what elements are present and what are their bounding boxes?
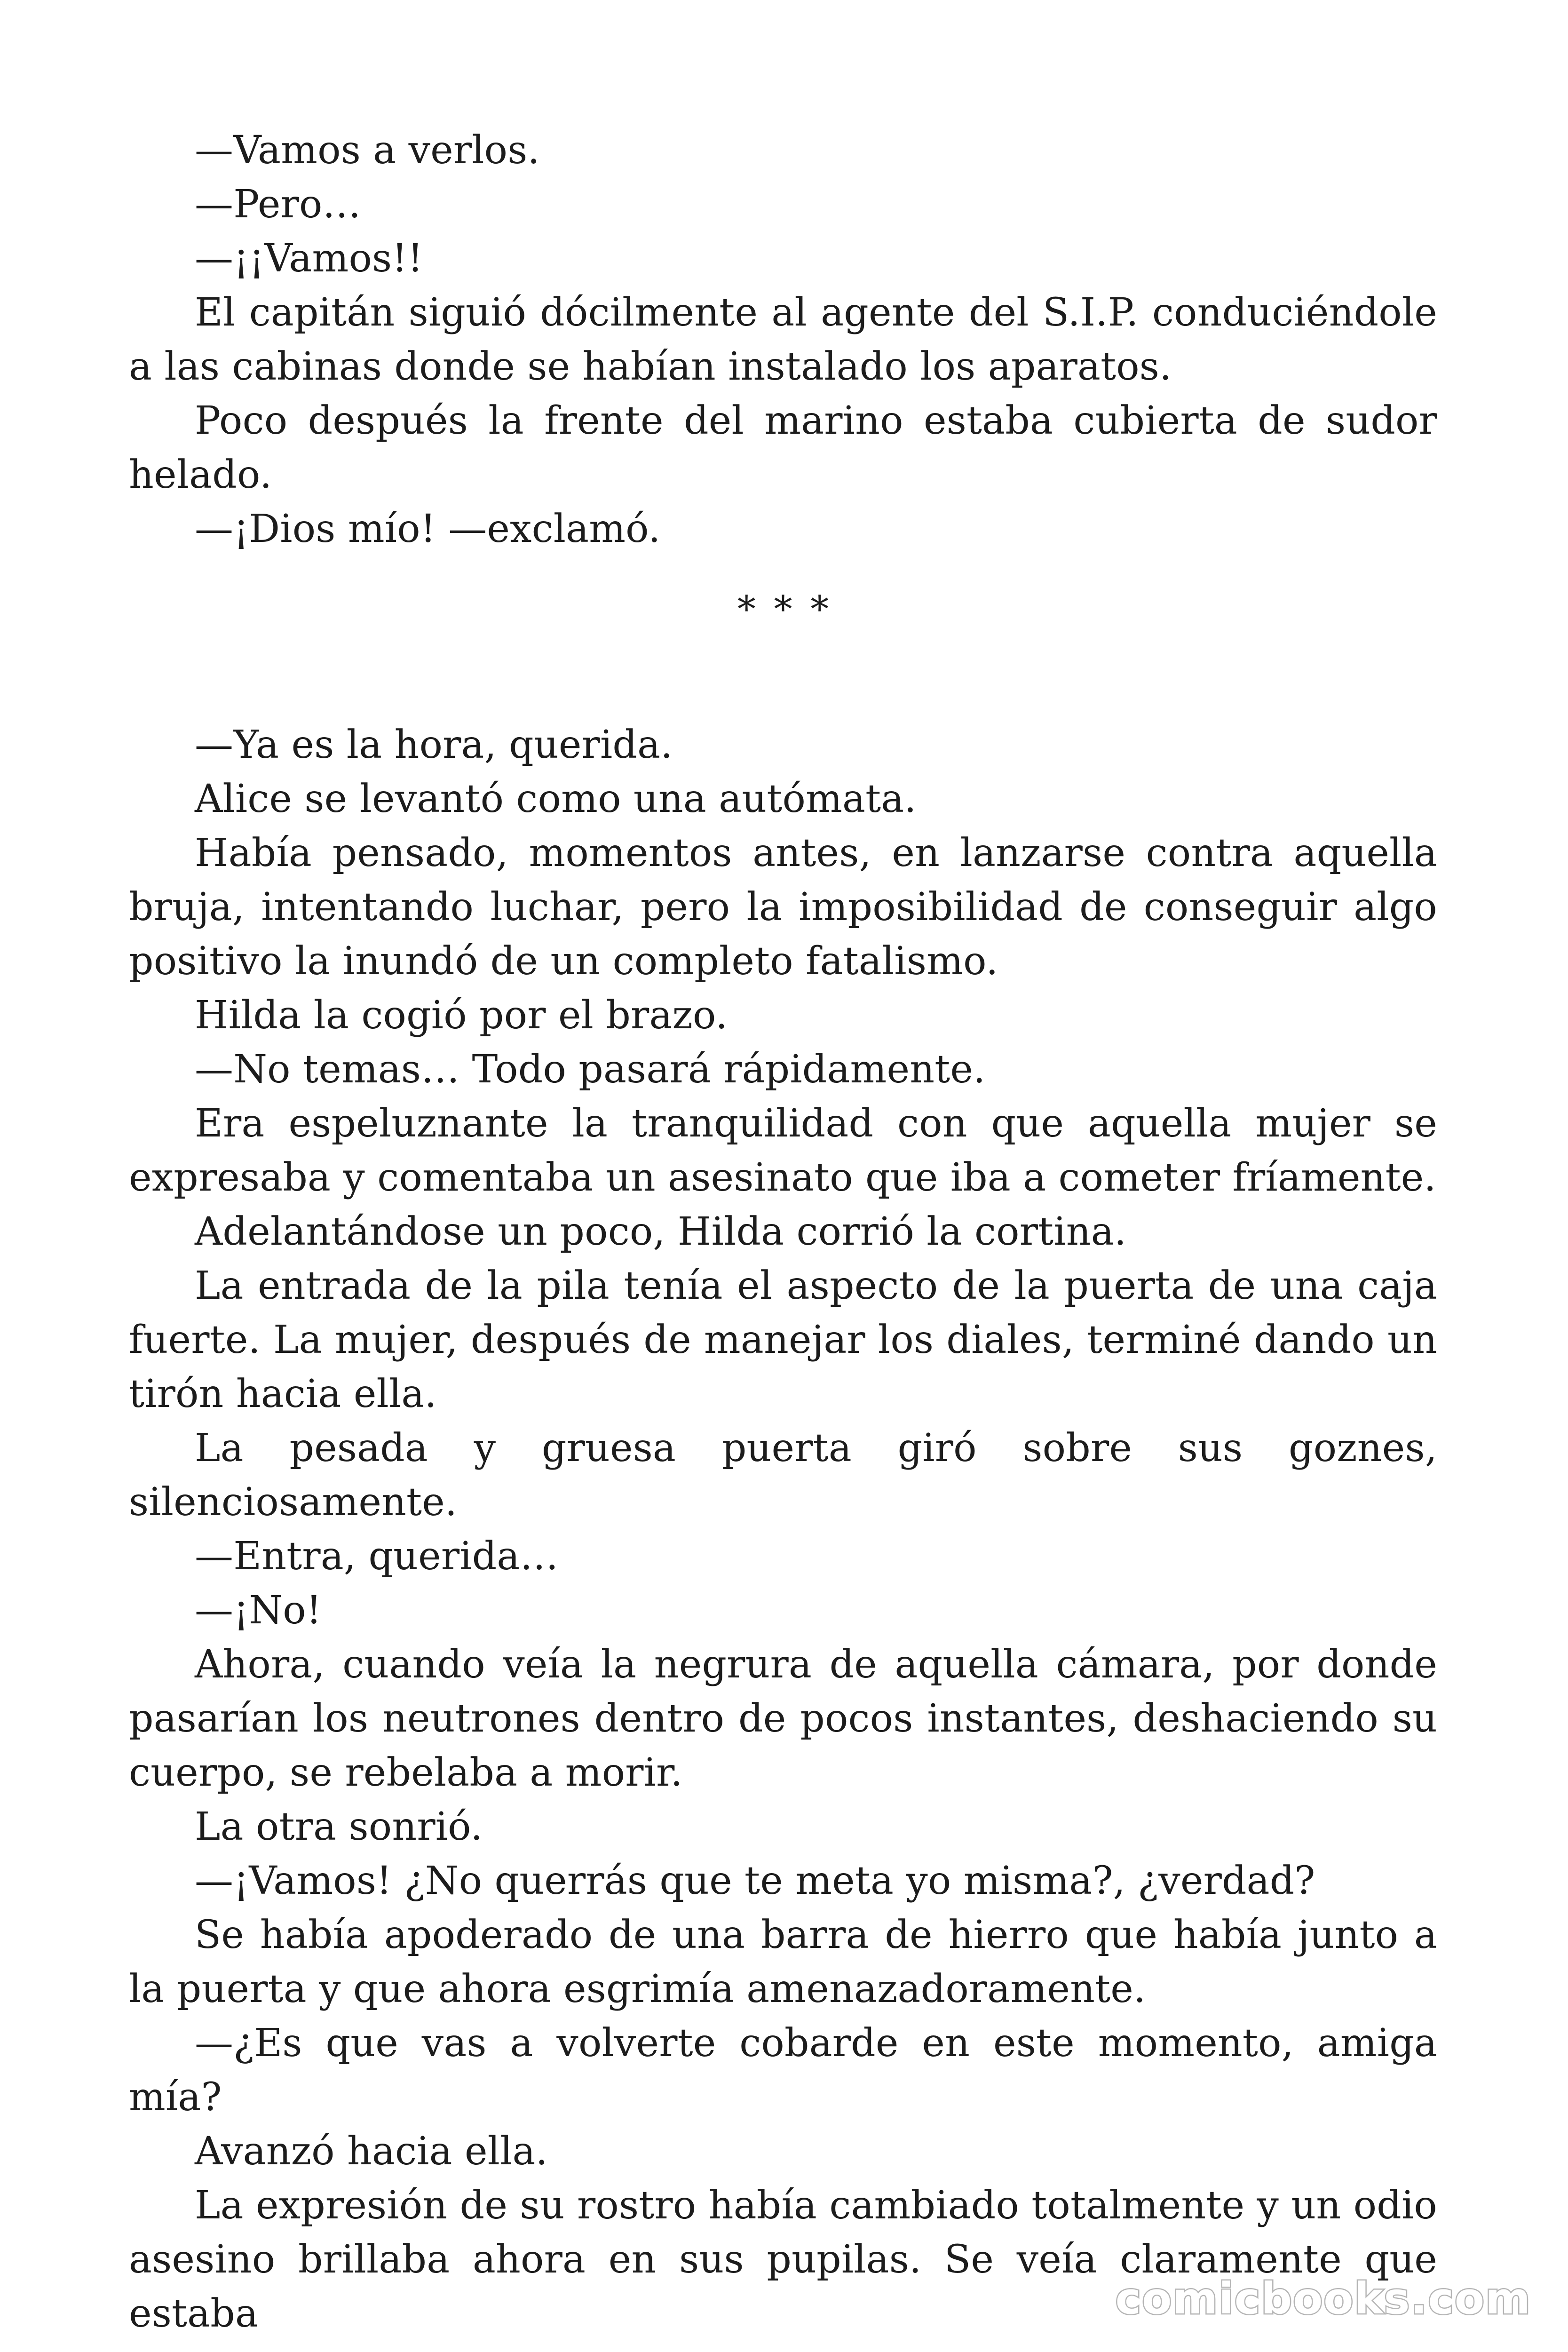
paragraph: La expresión de su rostro había cambiado totalmente y un odio asesino brillaba ahora en sus pupilas. Se veía claramente que estaba [129, 2183, 1437, 2336]
paragraph: Poco después la frente del marino estaba cubierta de sudor helado. [129, 398, 1437, 497]
paragraph: —Ya es la hora, querida. [195, 723, 673, 767]
paragraph: —No temas… Todo pasará rápidamente. [195, 1047, 986, 1092]
paragraph: Avanzó hacia ella. [195, 2129, 548, 2174]
site-watermark: comicbooks.com [1115, 2273, 1531, 2324]
page-body-text [129, 123, 1437, 2341]
paragraph: Adelantándose un poco, Hilda corrió la cortina. [195, 1209, 1127, 1254]
paragraph: —¡Vamos! ¿No querrás que te meta yo misma?, ¿verdad? [195, 1859, 1315, 1903]
paragraph: Hilda la cogió por el brazo. [195, 993, 728, 1038]
paragraph: Se había apoderado de una barra de hierro que había junto a la puerta y que ahora esgrimía amenazadoramente. [129, 1913, 1437, 2011]
paragraph: —Entra, querida… [195, 1534, 559, 1579]
paragraph: Era espeluznante la tranquilidad con que aquella mujer se expresaba y comentaba un asesinato que iba a cometer fríamente. [129, 1101, 1437, 1200]
paragraph: Ahora, cuando veía la negrura de aquella cámara, por donde pasarían los neutrones dentro de pocos instantes, deshaciendo su cuerpo, se rebelaba a morir. [129, 1642, 1437, 1795]
paragraph: —Vamos a verlos. [195, 128, 540, 173]
paragraph: —¿Es que vas a volverte cobarde en este momento, amiga mía? [129, 2021, 1437, 2120]
paragraph: La pesada y gruesa puerta giró sobre sus goznes, silenciosamente. [129, 1426, 1437, 1525]
paragraph: —¡¡Vamos!! [195, 236, 423, 281]
paragraph: —Pero… [195, 182, 361, 227]
paragraph: El capitán siguió dócilmente al agente del S.I.P. conduciéndole a las cabinas donde se habían instalado los aparatos. [129, 290, 1437, 389]
paragraph: La entrada de la pila tenía el aspecto de la puerta de una caja fuerte. La mujer, después de manejar los diales, terminé dando un tirón hacia ella. [129, 1263, 1437, 1416]
section-separator: * * * [737, 588, 829, 631]
paragraph: —¡Dios mío! —exclamó. [195, 507, 661, 551]
paragraph: —¡No! [195, 1588, 322, 1633]
paragraph: La otra sonrió. [195, 1804, 483, 1849]
paragraph: Alice se levantó como una autómata. [195, 777, 917, 821]
paragraph: Había pensado, momentos antes, en lanzarse contra aquella bruja, intentando luchar, pero la imposibilidad de conseguir algo positivo la inundó de un completo fatalismo. [129, 831, 1437, 984]
